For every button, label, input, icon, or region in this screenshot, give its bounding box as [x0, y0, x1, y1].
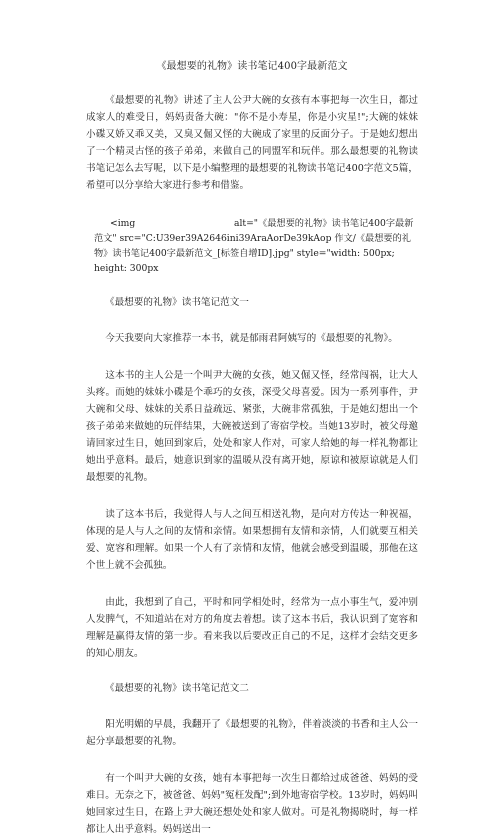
section-heading-1: 《最想要的礼物》读书笔记范文一: [105, 297, 249, 308]
image-tag-src: src="C:U39er39A2646ini39AraAorDe39kAop 作文/《最想要的礼物》读书笔记400字最新范文_[标签自增ID].jpg" style="width: 500px; height: 300px: [94, 233, 411, 274]
image-tag-alt: alt="《最想要的礼物》读书笔记400字最新范文": [94, 218, 414, 244]
image-tag-open: <img: [110, 218, 136, 229]
section-heading-2: 《最想要的礼物》读书笔记范文二: [105, 683, 249, 694]
intro-paragraph: 《最想要的礼物》讲述了主人公尹大碗的女孩有本事把每一次生日，都过成家人的难受日，妈妈责备大碗："你不是小寿星，你是小灾星!";大碗的妹妹小碟又娇又乖又美，又臭又倔又怪的大碗成了家里的反面分子。于是她幻想出了一个精灵古怪的孩子弟弟，来做自己的同盟军和玩伴。那么最想要的礼物读书笔记怎么去写呢，以下是小编整理的最想要的礼物读书笔记400字范文5篇，希望可以分享给大家进行参考和借鉴。: [86, 95, 418, 191]
section-1-paragraph-2: 这本书的主人公是一个叫尹大碗的女孩，她又倔又怪，经常闯祸，让大人头疼。而她的妹妹小碟是个乖巧的女孩，深受父母喜爱。因为一系列事件，尹大碗和父母、妹妹的关系日益疏远、紧张，大碗非常孤独，于是她幻想出一个孩子弟弟来做她的玩伴结果，大碗被送到了寄宿学校。当她13岁时，被父母邀请回家过生日，她回到家后，处处和家人作对，可家人给她的每一样礼物都让她出乎意料。最后，她意识到家的温暖从没有离开她，原谅和被原谅就是人们最想要的礼物。: [86, 370, 418, 483]
image-tag-code: [86, 216, 418, 276]
document-title: 《最想要的礼物》读书笔记400字最新范文: [156, 61, 348, 72]
section-1-paragraph-3: 读了这本书后，我觉得人与人之间互相送礼物，是向对方传达一种祝福，体现的是人与人之间的友情和亲情。如果想拥有友情和亲情，人们就要互相关爱、宽容和理解。如果一个人有了亲情和友情，他就会感受到温暖，那他在这个世上就不会孤独。: [86, 509, 418, 571]
section-2-paragraph-2: 有一个叫尹大碗的女孩，她有本事把每一次生日都给过成爸爸、妈妈的受难日。无奈之下，被爸爸、妈妈"冤枉发配";到外地寄宿学校。13岁时，妈妈叫她回家过生日，在路上尹大碗还想处处和家人做对。可是礼物揭晓时，每一样都让人出乎意料。妈妈送出一: [86, 773, 418, 835]
section-1-paragraph-4: 由此，我想到了自己，平时和同学相处时，经常为一点小事生气，爱冲别人发脾气，不知道站在对方的角度去着想。读了这本书后，我认识到了宽容和理解是赢得友情的第一步。看来我以后要改正自己的不足，这样才会结交更多的知心朋友。: [86, 597, 418, 659]
section-1-paragraph-1: 今天我要向大家推荐一本书，就是郁雨君阿姨写的《最想要的礼物》。: [105, 333, 398, 344]
section-2-paragraph-1: 阳光明媚的早晨，我翻开了《最想要的礼物》，伴着淡淡的书香和主人公一起分享最想要的礼物。: [86, 719, 418, 747]
